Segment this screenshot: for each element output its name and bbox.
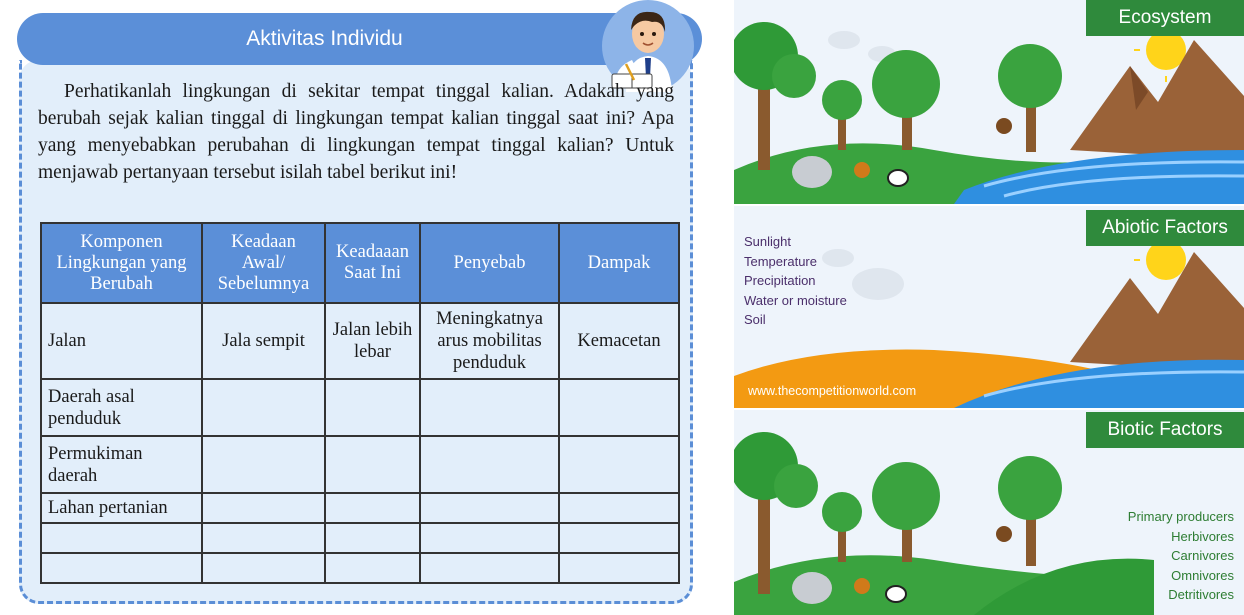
table-cell[interactable] [420,493,559,523]
list-item: Primary producers [1127,509,1234,524]
table-cell[interactable] [420,523,559,553]
table-cell[interactable]: Jalan [41,303,202,379]
table-cell[interactable]: Meningkatnya arus mobilitas penduduk [420,303,559,379]
table-cell[interactable] [420,379,559,436]
table-cell[interactable] [41,553,202,583]
activity-title: Aktivitas Individu [246,27,403,50]
list-item: Temperature [744,253,817,269]
table-cell[interactable] [41,523,202,553]
table-cell[interactable] [559,436,679,493]
table-cell[interactable]: Lahan pertanian [41,493,202,523]
table-cell[interactable] [325,493,420,523]
table-cell[interactable]: Permukiman daerah [41,436,202,493]
table-cell[interactable] [559,553,679,583]
table-cell[interactable]: Daerah asal penduduk [41,379,202,436]
abiotic-panel [734,206,1244,408]
list-item: Soil [744,312,766,327]
ecosystem-panel [734,0,1244,204]
table-cell[interactable] [420,553,559,583]
table-header-row [41,223,679,303]
biotic-factor-list [1128,507,1234,605]
list-item: Detritivores [1168,587,1234,602]
biotic-tag: Biotic Factors [1086,412,1244,448]
table-cell[interactable] [202,379,325,436]
table-cell[interactable]: Jala sempit [202,303,325,379]
image-divider [712,0,734,615]
table-cell[interactable] [325,436,420,493]
table-cell[interactable] [325,553,420,583]
list-item: Herbivores [1171,528,1234,544]
environment-change-table [40,222,680,584]
table-cell[interactable] [325,523,420,553]
table-cell[interactable] [559,379,679,436]
table-cell[interactable] [559,523,679,553]
biotic-panel [734,410,1244,615]
abiotic-tag: Abiotic Factors [1086,210,1244,246]
table-cell[interactable]: Jalan lebih lebar [325,303,420,379]
header-keadaan-saat-ini: Keadaaan Saat Ini [325,223,420,303]
abiotic-factor-list [744,232,847,330]
header-penyebab: Penyebab [420,223,559,303]
ecosystem-tag: Ecosystem [1086,0,1244,36]
table-row [41,553,679,583]
table-row [41,303,679,379]
header-dampak: Dampak [559,223,679,303]
table-cell[interactable]: Kemacetan [559,303,679,379]
table-cell[interactable] [202,493,325,523]
list-item: Omnivores [1171,567,1234,583]
list-item: Water or moisture [744,292,847,308]
instruction-paragraph [38,78,674,186]
instruction-text: Perhatikanlah lingkungan di sekitar tempat tinggal kalian. Adakah yang berubah sejak kalian tinggal di lingkungan tempat kalian tinggal saat ini? Apa yang menyebabkan perubahan di lingkungan tempat tinggal kalian? Untuk menjawab pertanyaan tersebut isilah tabel berikut ini! [38,81,674,183]
ecosystem-section [734,0,1244,615]
table-cell[interactable] [559,493,679,523]
table-cell[interactable] [202,523,325,553]
table-cell[interactable] [202,553,325,583]
table-cell[interactable] [325,379,420,436]
header-komponen: Komponen Lingkungan yang Berubah [41,223,202,303]
list-item: Precipitation [744,273,816,288]
table-row [41,379,679,436]
website-url: www.thecompetitionworld.com [748,384,917,398]
table-cell[interactable] [202,436,325,493]
table-row [41,436,679,493]
header-keadaan-awal: Keadaan Awal/ Sebelumnya [202,223,325,303]
list-item: Sunlight [744,234,791,249]
table-row [41,493,679,523]
list-item: Carnivores [1171,548,1234,563]
table-row [41,523,679,553]
table-cell[interactable] [420,436,559,493]
